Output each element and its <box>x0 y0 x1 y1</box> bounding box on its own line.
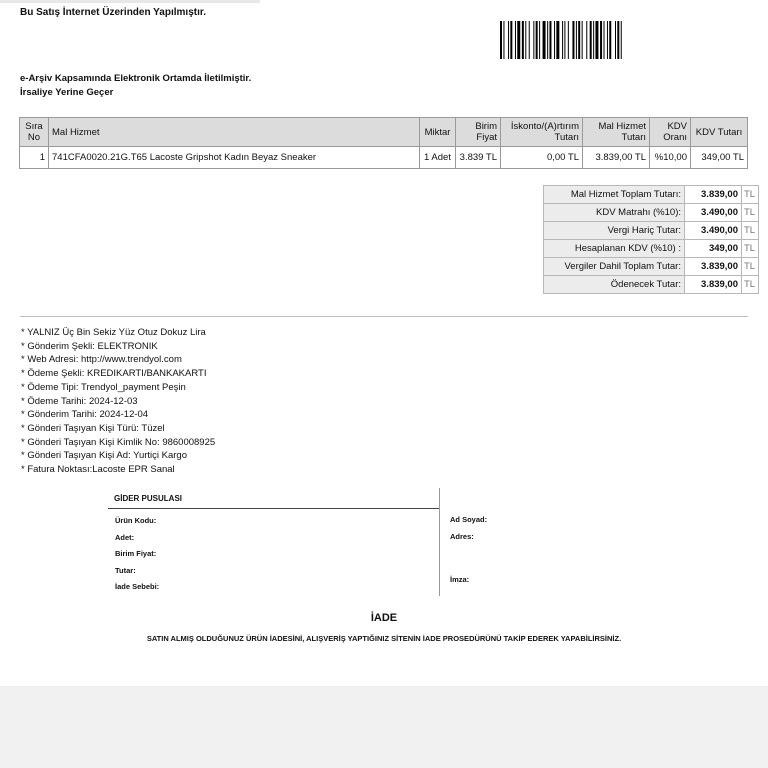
irsaliye-note: İrsaliye Yerine Geçer <box>20 87 114 98</box>
imza-label: İmza: <box>450 575 470 584</box>
iade-sebebi-label: İade Sebebi: <box>115 582 160 591</box>
col-sira-no: Sıra No <box>20 118 49 147</box>
top-strip <box>0 0 260 3</box>
totals-row <box>544 186 759 204</box>
cell-kdv-tutari: 349,00 TL <box>691 147 748 169</box>
earsiv-note: e-Arşiv Kapsamında Elektronik Ortamda İletilmiştir. <box>20 73 252 84</box>
total-value: 349,00 <box>685 240 742 258</box>
col-kdv-orani: KDV Oranı <box>650 118 691 147</box>
note-item: * Ödeme Tarihi: 2024-12-03 <box>21 395 138 407</box>
totals-row <box>544 258 759 276</box>
col-miktar: Miktar <box>420 118 456 147</box>
adet-label: Adet: <box>115 533 135 542</box>
adres-label: Adres: <box>450 532 474 541</box>
total-label: Ödenecek Tutar: <box>544 276 685 294</box>
sale-note: Bu Satış İnternet Üzerinden Yapılmıştır. <box>20 7 206 18</box>
notes-list <box>21 326 215 477</box>
total-label: Hesaplanan KDV (%10) : <box>544 240 685 258</box>
cell-miktar: 1 Adet <box>420 147 456 169</box>
note-item: * Gönderim Şekli: ELEKTRONIK <box>21 340 158 352</box>
iade-title: İADE <box>370 612 398 624</box>
col-iskonto: İskonto/(A)rtırım Tutarı <box>501 118 583 147</box>
note-item: * Fatura Noktası:Lacoste EPR Sanal <box>21 464 175 476</box>
items-table <box>19 117 748 169</box>
urun-kodu-label: Ürün Kodu: <box>115 516 157 525</box>
cell-kdv-orani: %10,00 <box>650 147 691 169</box>
total-currency: TL <box>742 204 759 222</box>
bottom-background <box>0 686 768 768</box>
ad-soyad-label: Ad Soyad: <box>450 515 488 524</box>
total-currency: TL <box>742 186 759 204</box>
note-item: * Gönderim Tarihi: 2024-12-04 <box>21 409 149 421</box>
col-birim-fiyat: Birim Fiyat <box>456 118 501 147</box>
note-item: * Gönderi Taşıyan Kişi Ad: Yurtiçi Kargo <box>21 450 187 462</box>
total-value: 3.839,00 <box>685 276 742 294</box>
total-value: 3.839,00 <box>685 258 742 276</box>
cell-iskonto: 0,00 TL <box>501 147 583 169</box>
iade-instructions: SATIN ALMIŞ OLDUĞUNUZ ÜRÜN İADESİNİ, ALIŞVERİŞ YAPTIĞINIZ SİTENİN İADE PROSEDÜRÜNÜ TAKİP EDEREK YAPABİLİRSİNİZ. <box>146 634 622 643</box>
gider-vertical-divider <box>439 488 440 596</box>
note-item: * YALNIZ Üç Bin Sekiz Yüz Otuz Dokuz Lira <box>21 327 206 338</box>
totals-row <box>544 240 759 258</box>
note-item: * Gönderi Taşıyan Kişi Türü: Tüzel <box>21 422 165 434</box>
cell-birim-fiyat: 3.839 TL <box>456 147 501 169</box>
total-currency: TL <box>742 276 759 294</box>
tutar-label: Tutar: <box>115 566 136 575</box>
totals-table <box>543 185 759 294</box>
table-row <box>20 147 748 169</box>
total-currency: TL <box>742 240 759 258</box>
col-mal-hizmet: Mal Hizmet <box>49 118 420 147</box>
gider-title-underline <box>108 508 439 509</box>
note-item: * Ödeme Şekli: KREDIKARTI/BANKAKARTI <box>21 368 207 380</box>
total-value: 3.490,00 <box>685 204 742 222</box>
totals-row <box>544 276 759 294</box>
col-mal-hizmet-tutari: Mal Hizmet Tutarı <box>583 118 650 147</box>
total-currency: TL <box>742 222 759 240</box>
cell-sira-no: 1 <box>20 147 49 169</box>
gider-title: GİDER PUSULASI <box>114 494 183 503</box>
total-value: 3.839,00 <box>685 186 742 204</box>
note-item: * Gönderi Taşıyan Kişi Kimlik No: 9860008925 <box>21 436 216 448</box>
total-currency: TL <box>742 258 759 276</box>
birim-fiyat-label: Birim Fiyat: <box>115 549 157 558</box>
gider-pusulasi <box>108 488 498 596</box>
barcode <box>500 21 746 59</box>
total-value: 3.490,00 <box>685 222 742 240</box>
total-label: Mal Hizmet Toplam Tutarı: <box>544 186 685 204</box>
cell-mal-hizmet: 741CFA0020.21G.T65 Lacoste Gripshot Kadın Beyaz Sneaker <box>49 147 420 169</box>
totals-row <box>544 222 759 240</box>
total-label: Vergiler Dahil Toplam Tutar: <box>544 258 685 276</box>
note-item: * Ödeme Tipi: Trendyol_payment Peşin <box>21 381 186 393</box>
divider <box>20 316 748 317</box>
total-label: Vergi Hariç Tutar: <box>544 222 685 240</box>
cell-mal-hizmet-tutari: 3.839,00 TL <box>583 147 650 169</box>
totals-row <box>544 204 759 222</box>
note-item: * Web Adresi: http://www.trendyol.com <box>21 354 182 366</box>
col-kdv-tutari: KDV Tutarı <box>691 118 748 147</box>
total-label: KDV Matrahı (%10): <box>544 204 685 222</box>
